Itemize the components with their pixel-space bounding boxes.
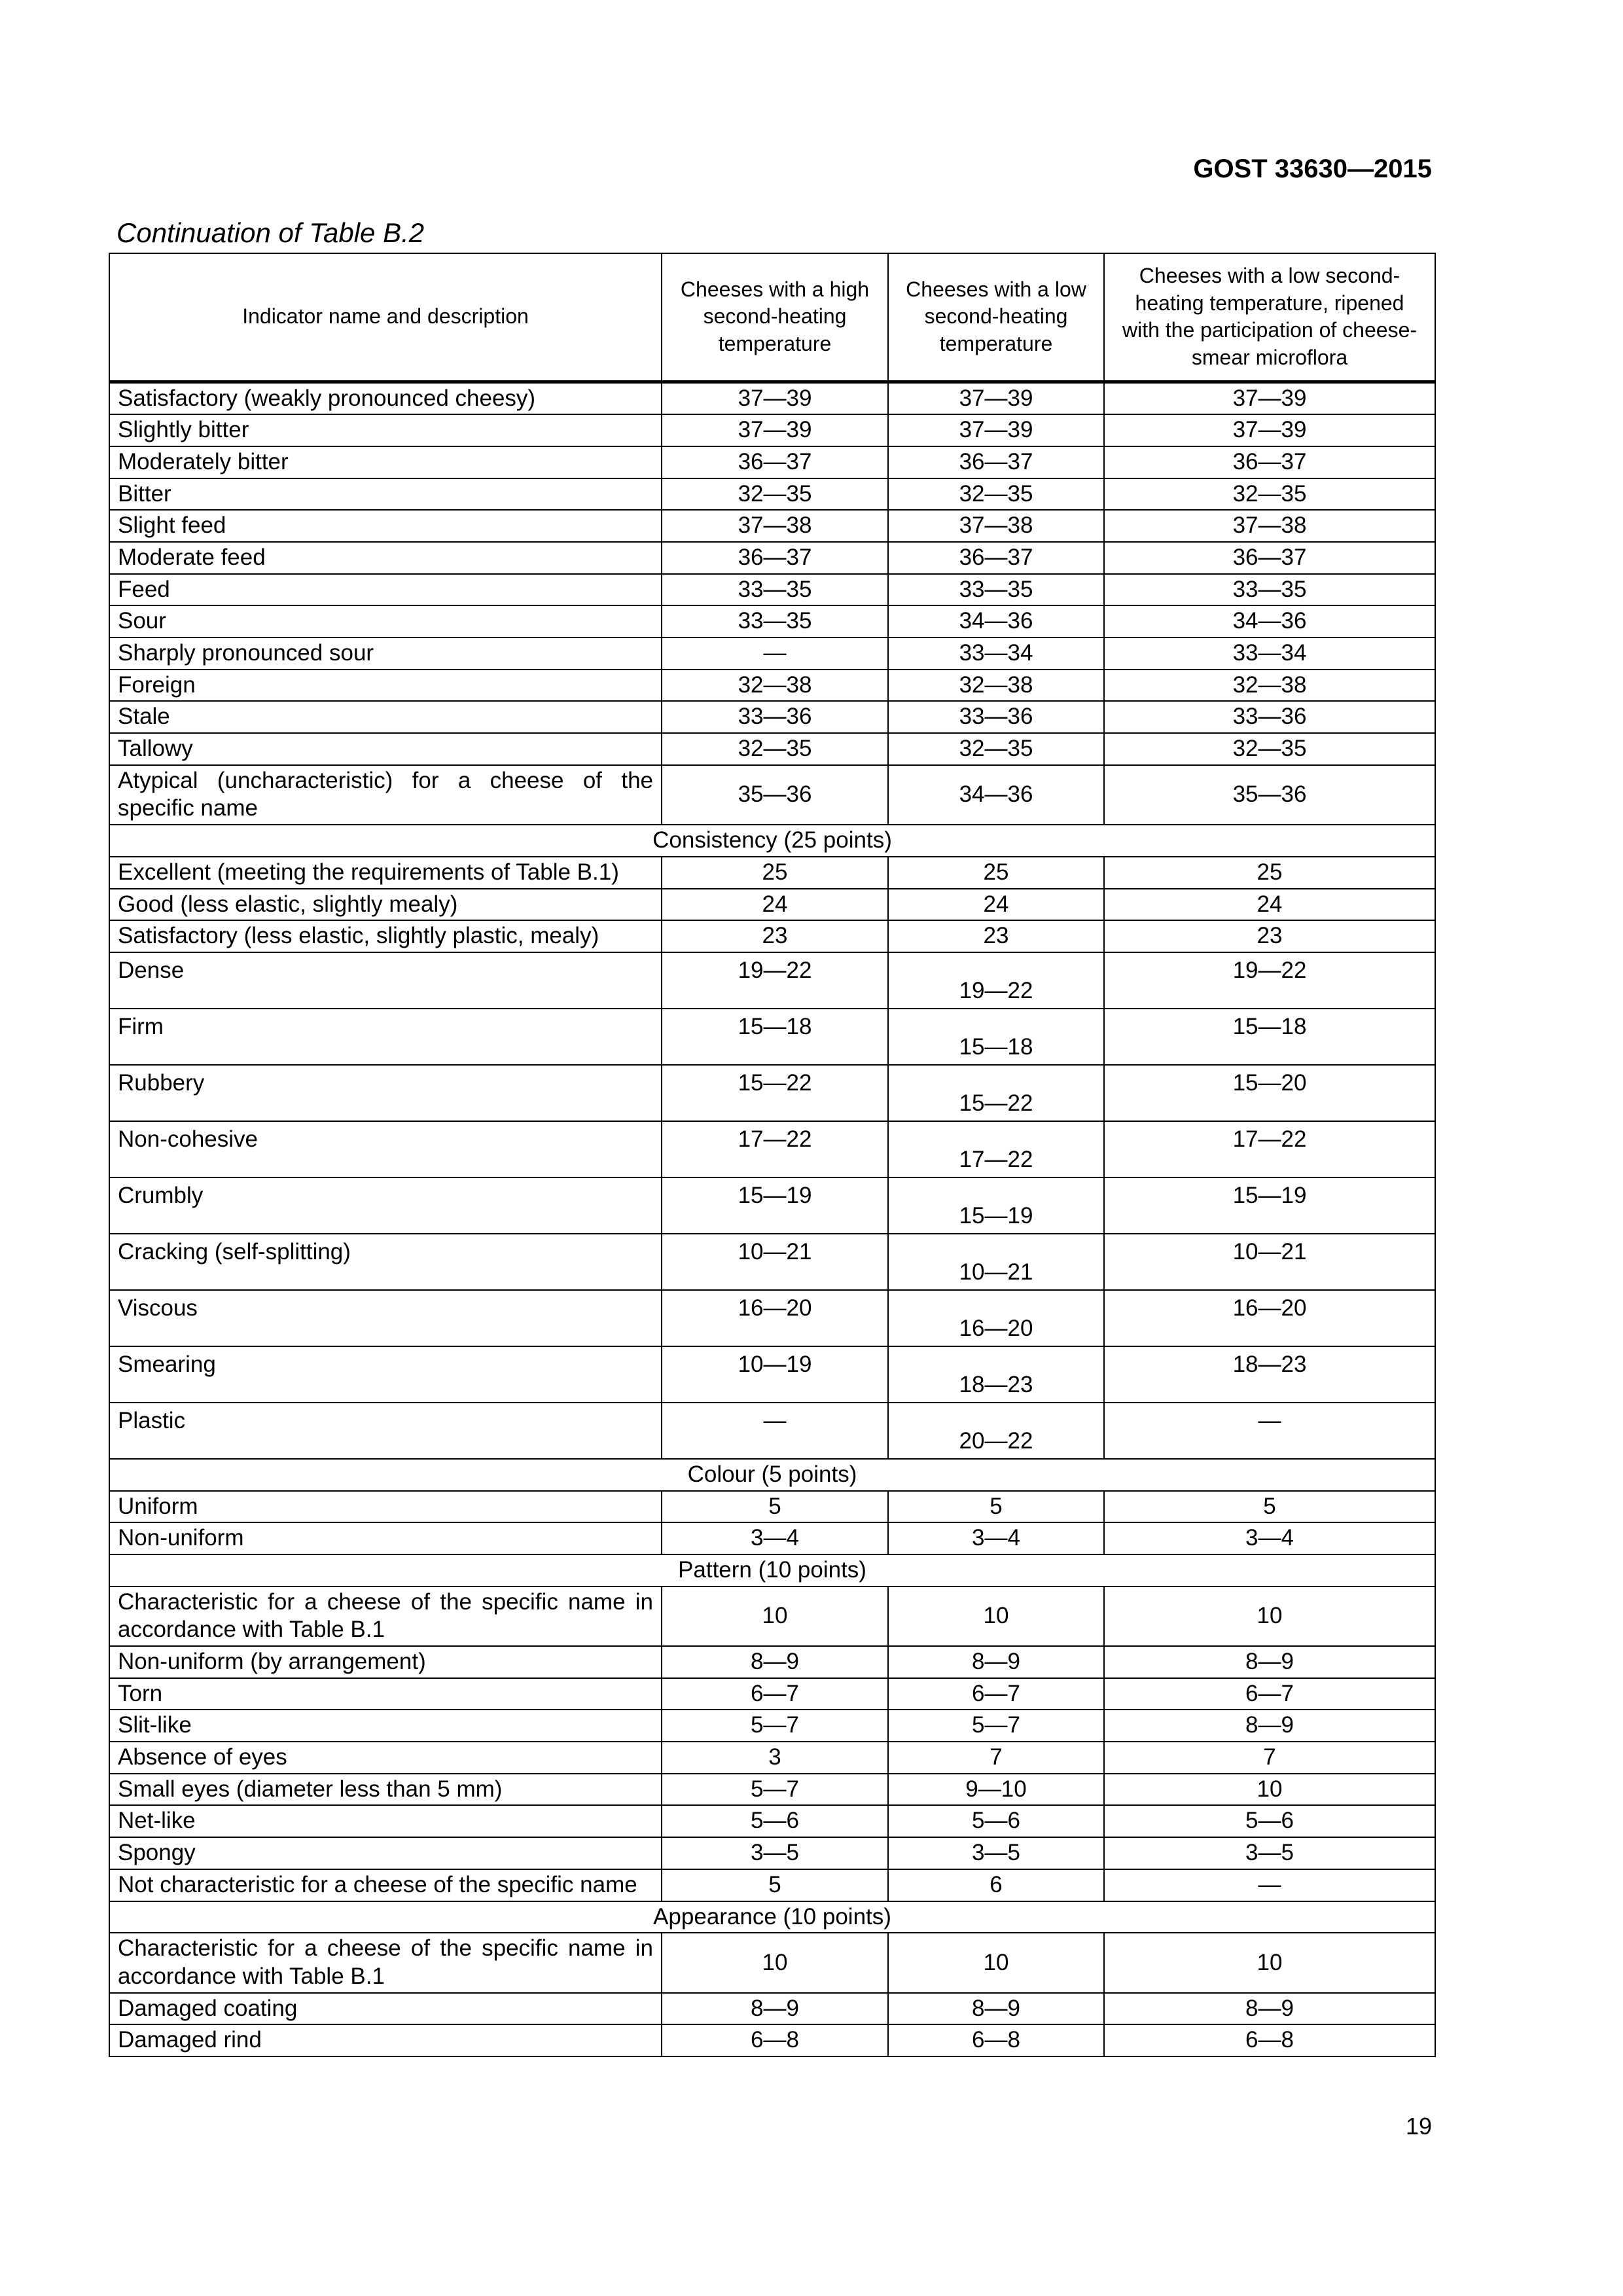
score-cell: 3—5 [1104, 1837, 1435, 1869]
document-code: GOST 33630—2015 [1193, 154, 1432, 183]
table-row [109, 765, 1435, 825]
score-cell: 6—8 [888, 2024, 1104, 2056]
header-indicator-name: Indicator name and description [109, 253, 662, 382]
score-cell: 36—37 [662, 446, 888, 478]
score-cell: 37—39 [662, 382, 888, 414]
score-cell: 35—36 [1104, 765, 1435, 825]
score-cell: — [662, 1403, 888, 1459]
indicator-name: Feed [109, 574, 662, 606]
score-cell: 16—20 [1104, 1290, 1435, 1346]
indicator-name: Net-like [109, 1805, 662, 1837]
score-cell: 5—7 [662, 1710, 888, 1742]
score-cell: 9—10 [888, 1774, 1104, 1806]
indicator-name: Characteristic for a cheese of the specific name in accordance with Table B.1 [109, 1587, 662, 1646]
table-row [109, 1678, 1435, 1710]
score-cell: 10 [1104, 1774, 1435, 1806]
score-cell: 24 [1104, 889, 1435, 921]
score-cell: 33—34 [1104, 637, 1435, 670]
score-cell: 5 [1104, 1491, 1435, 1523]
indicator-name: Small eyes (diameter less than 5 mm) [109, 1774, 662, 1806]
score-cell: 33—34 [888, 637, 1104, 670]
table-row [109, 1121, 1435, 1177]
score-cell: 33—35 [662, 605, 888, 637]
section-title: Consistency (25 points) [109, 825, 1435, 857]
table-row [109, 542, 1435, 574]
score-cell: 36—37 [1104, 446, 1435, 478]
score-cell: 3—5 [888, 1837, 1104, 1869]
indicator-name: Good (less elastic, slightly mealy) [109, 889, 662, 921]
table-row [109, 1491, 1435, 1523]
score-cell: 6—8 [662, 2024, 888, 2056]
indicator-name: Foreign [109, 670, 662, 702]
score-cell: 24 [888, 889, 1104, 921]
table-row [109, 889, 1435, 921]
score-cell: 32—38 [888, 670, 1104, 702]
score-cell: 7 [888, 1742, 1104, 1774]
section-row [109, 1459, 1435, 1491]
table-row [109, 1646, 1435, 1678]
table-row [109, 733, 1435, 765]
score-cell: 16—20 [888, 1290, 1104, 1346]
table-row [109, 1993, 1435, 2025]
score-cell: — [1104, 1869, 1435, 1901]
score-cell: 37—39 [888, 382, 1104, 414]
score-cell: 15—20 [1104, 1065, 1435, 1121]
score-cell: 5—6 [1104, 1805, 1435, 1837]
indicator-name: Non-uniform [109, 1522, 662, 1554]
section-row [109, 1901, 1435, 1933]
indicator-name: Excellent (meeting the requirements of Table B.1) [109, 857, 662, 889]
section-title: Appearance (10 points) [109, 1901, 1435, 1933]
score-cell: 10 [888, 1933, 1104, 1992]
table-row [109, 637, 1435, 670]
score-cell: 37—38 [662, 510, 888, 542]
table-row [109, 382, 1435, 414]
table-row [109, 1234, 1435, 1290]
indicator-name: Uniform [109, 1491, 662, 1523]
score-cell: 10—21 [1104, 1234, 1435, 1290]
indicator-name: Spongy [109, 1837, 662, 1869]
score-cell: 8—9 [888, 1646, 1104, 1678]
table-row [109, 857, 1435, 889]
table-row [109, 1177, 1435, 1234]
score-cell: 33—36 [1104, 701, 1435, 733]
indicator-name: Not characteristic for a cheese of the specific name [109, 1869, 662, 1901]
score-cell: 32—35 [1104, 733, 1435, 765]
score-cell: 15—18 [662, 1009, 888, 1065]
score-cell: 36—37 [662, 542, 888, 574]
score-cell: 5 [662, 1869, 888, 1901]
score-cell: 19—22 [662, 952, 888, 1009]
score-cell: 5—6 [662, 1805, 888, 1837]
score-cell: 3—4 [662, 1522, 888, 1554]
score-cell: 5—7 [888, 1710, 1104, 1742]
table-row [109, 1710, 1435, 1742]
score-cell: 6—8 [1104, 2024, 1435, 2056]
score-cell: 10 [888, 1587, 1104, 1646]
table-row [109, 952, 1435, 1009]
section-row [109, 825, 1435, 857]
table-row [109, 670, 1435, 702]
score-cell: 25 [662, 857, 888, 889]
indicator-name: Sharply pronounced sour [109, 637, 662, 670]
score-cell: 15—19 [1104, 1177, 1435, 1234]
table-row [109, 1522, 1435, 1554]
score-cell: 6 [888, 1869, 1104, 1901]
score-cell: 17—22 [1104, 1121, 1435, 1177]
indicator-name: Torn [109, 1678, 662, 1710]
table-body [109, 253, 1435, 2056]
score-cell: 20—22 [888, 1403, 1104, 1459]
score-cell: — [662, 637, 888, 670]
score-cell: 37—39 [888, 414, 1104, 446]
score-cell: 37—38 [1104, 510, 1435, 542]
indicator-name: Satisfactory (less elastic, slightly plastic, mealy) [109, 920, 662, 952]
score-cell: 8—9 [888, 1993, 1104, 2025]
score-cell: 18—23 [1104, 1346, 1435, 1403]
score-cell: 34—36 [888, 605, 1104, 637]
score-cell: 15—22 [662, 1065, 888, 1121]
score-cell: 25 [1104, 857, 1435, 889]
score-cell: 32—35 [662, 733, 888, 765]
indicator-name: Cracking (self-splitting) [109, 1234, 662, 1290]
indicator-name: Smearing [109, 1346, 662, 1403]
indicator-name: Non-uniform (by arrangement) [109, 1646, 662, 1678]
score-cell: 33—36 [662, 701, 888, 733]
table-row [109, 1837, 1435, 1869]
indicator-name: Absence of eyes [109, 1742, 662, 1774]
indicator-name: Damaged coating [109, 1993, 662, 2025]
score-cell: 15—19 [662, 1177, 888, 1234]
indicators-table [109, 253, 1436, 2057]
score-cell: 17—22 [888, 1121, 1104, 1177]
score-cell: 19—22 [1104, 952, 1435, 1009]
indicator-name: Non-cohesive [109, 1121, 662, 1177]
section-title: Pattern (10 points) [109, 1554, 1435, 1587]
table-row [109, 1346, 1435, 1403]
score-cell: 37—39 [662, 414, 888, 446]
score-cell: 5 [888, 1491, 1104, 1523]
indicator-name: Bitter [109, 478, 662, 511]
table-row [109, 1869, 1435, 1901]
indicator-name: Rubbery [109, 1065, 662, 1121]
score-cell: 6—7 [662, 1678, 888, 1710]
score-cell: 23 [888, 920, 1104, 952]
indicator-name: Viscous [109, 1290, 662, 1346]
table-header-row [109, 253, 1435, 382]
score-cell: 15—19 [888, 1177, 1104, 1234]
table-caption: Continuation of Table B.2 [116, 217, 425, 248]
table-row [109, 1774, 1435, 1806]
score-cell: 34—36 [888, 765, 1104, 825]
score-cell: 23 [662, 920, 888, 952]
score-cell: 32—38 [662, 670, 888, 702]
indicator-name: Moderate feed [109, 542, 662, 574]
table-row [109, 1065, 1435, 1121]
table-row [109, 510, 1435, 542]
score-cell: 5 [662, 1491, 888, 1523]
indicator-name: Characteristic for a cheese of the specific name in accordance with Table B.1 [109, 1933, 662, 1992]
score-cell: 15—18 [888, 1009, 1104, 1065]
score-cell: 8—9 [662, 1993, 888, 2025]
section-row [109, 1554, 1435, 1587]
score-cell: — [1104, 1403, 1435, 1459]
section-title: Colour (5 points) [109, 1459, 1435, 1491]
score-cell: 8—9 [1104, 1993, 1435, 2025]
score-cell: 36—37 [888, 542, 1104, 574]
score-cell: 6—7 [888, 1678, 1104, 1710]
indicator-name: Slight feed [109, 510, 662, 542]
score-cell: 37—39 [1104, 414, 1435, 446]
score-cell: 3 [662, 1742, 888, 1774]
table-row [109, 478, 1435, 511]
score-cell: 32—38 [1104, 670, 1435, 702]
score-cell: 32—35 [888, 478, 1104, 511]
header-low-temperature-smear: Cheeses with a low second-heating temperature, ripened with the participation of cheese-smear microflora [1104, 253, 1435, 382]
score-cell: 10 [662, 1933, 888, 1992]
score-cell: 33—36 [888, 701, 1104, 733]
score-cell: 10—19 [662, 1346, 888, 1403]
indicator-name: Crumbly [109, 1177, 662, 1234]
indicator-name: Slit-like [109, 1710, 662, 1742]
table-row [109, 446, 1435, 478]
score-cell: 33—35 [1104, 574, 1435, 606]
score-cell: 16—20 [662, 1290, 888, 1346]
score-cell: 5—7 [662, 1774, 888, 1806]
score-cell: 37—38 [888, 510, 1104, 542]
table-row [109, 1403, 1435, 1459]
score-cell: 5—6 [888, 1805, 1104, 1837]
indicator-name: Dense [109, 952, 662, 1009]
score-cell: 10 [662, 1587, 888, 1646]
score-cell: 15—22 [888, 1065, 1104, 1121]
score-cell: 37—39 [1104, 382, 1435, 414]
indicator-name: Sour [109, 605, 662, 637]
score-cell: 10—21 [888, 1234, 1104, 1290]
table-row [109, 1742, 1435, 1774]
score-cell: 24 [662, 889, 888, 921]
indicator-name: Plastic [109, 1403, 662, 1459]
table-row [109, 414, 1435, 446]
score-cell: 33—35 [662, 574, 888, 606]
score-cell: 6—7 [1104, 1678, 1435, 1710]
score-cell: 35—36 [662, 765, 888, 825]
score-cell: 25 [888, 857, 1104, 889]
page-number: 19 [1405, 2113, 1432, 2140]
score-cell: 36—37 [1104, 542, 1435, 574]
indicator-name: Damaged rind [109, 2024, 662, 2056]
table-row [109, 1290, 1435, 1346]
score-cell: 32—35 [888, 733, 1104, 765]
table-row [109, 2024, 1435, 2056]
header-high-temperature: Cheeses with a high second-heating temperature [662, 253, 888, 382]
indicator-name: Firm [109, 1009, 662, 1065]
table-row [109, 605, 1435, 637]
score-cell: 7 [1104, 1742, 1435, 1774]
table-row [109, 1587, 1435, 1646]
score-cell: 34—36 [1104, 605, 1435, 637]
score-cell: 10 [1104, 1587, 1435, 1646]
score-cell: 15—18 [1104, 1009, 1435, 1065]
table-row [109, 920, 1435, 952]
indicator-name: Moderately bitter [109, 446, 662, 478]
score-cell: 32—35 [1104, 478, 1435, 511]
table-row [109, 1009, 1435, 1065]
score-cell: 23 [1104, 920, 1435, 952]
score-cell: 19—22 [888, 952, 1104, 1009]
score-cell: 33—35 [888, 574, 1104, 606]
table-row [109, 701, 1435, 733]
indicator-name: Slightly bitter [109, 414, 662, 446]
indicator-name: Stale [109, 701, 662, 733]
score-cell: 3—5 [662, 1837, 888, 1869]
indicator-name: Tallowy [109, 733, 662, 765]
score-cell: 17—22 [662, 1121, 888, 1177]
table-row [109, 1933, 1435, 1992]
score-cell: 8—9 [1104, 1710, 1435, 1742]
table-row [109, 1805, 1435, 1837]
score-cell: 8—9 [662, 1646, 888, 1678]
score-cell: 32—35 [662, 478, 888, 511]
score-cell: 18—23 [888, 1346, 1104, 1403]
score-cell: 3—4 [888, 1522, 1104, 1554]
indicator-name: Satisfactory (weakly pronounced cheesy) [109, 382, 662, 414]
score-cell: 3—4 [1104, 1522, 1435, 1554]
score-cell: 10 [1104, 1933, 1435, 1992]
score-cell: 10—21 [662, 1234, 888, 1290]
score-cell: 36—37 [888, 446, 1104, 478]
table-row [109, 574, 1435, 606]
score-cell: 8—9 [1104, 1646, 1435, 1678]
header-low-temperature: Cheeses with a low second-heating temperature [888, 253, 1104, 382]
indicator-name: Atypical (uncharacteristic) for a cheese of the specific name [109, 765, 662, 825]
